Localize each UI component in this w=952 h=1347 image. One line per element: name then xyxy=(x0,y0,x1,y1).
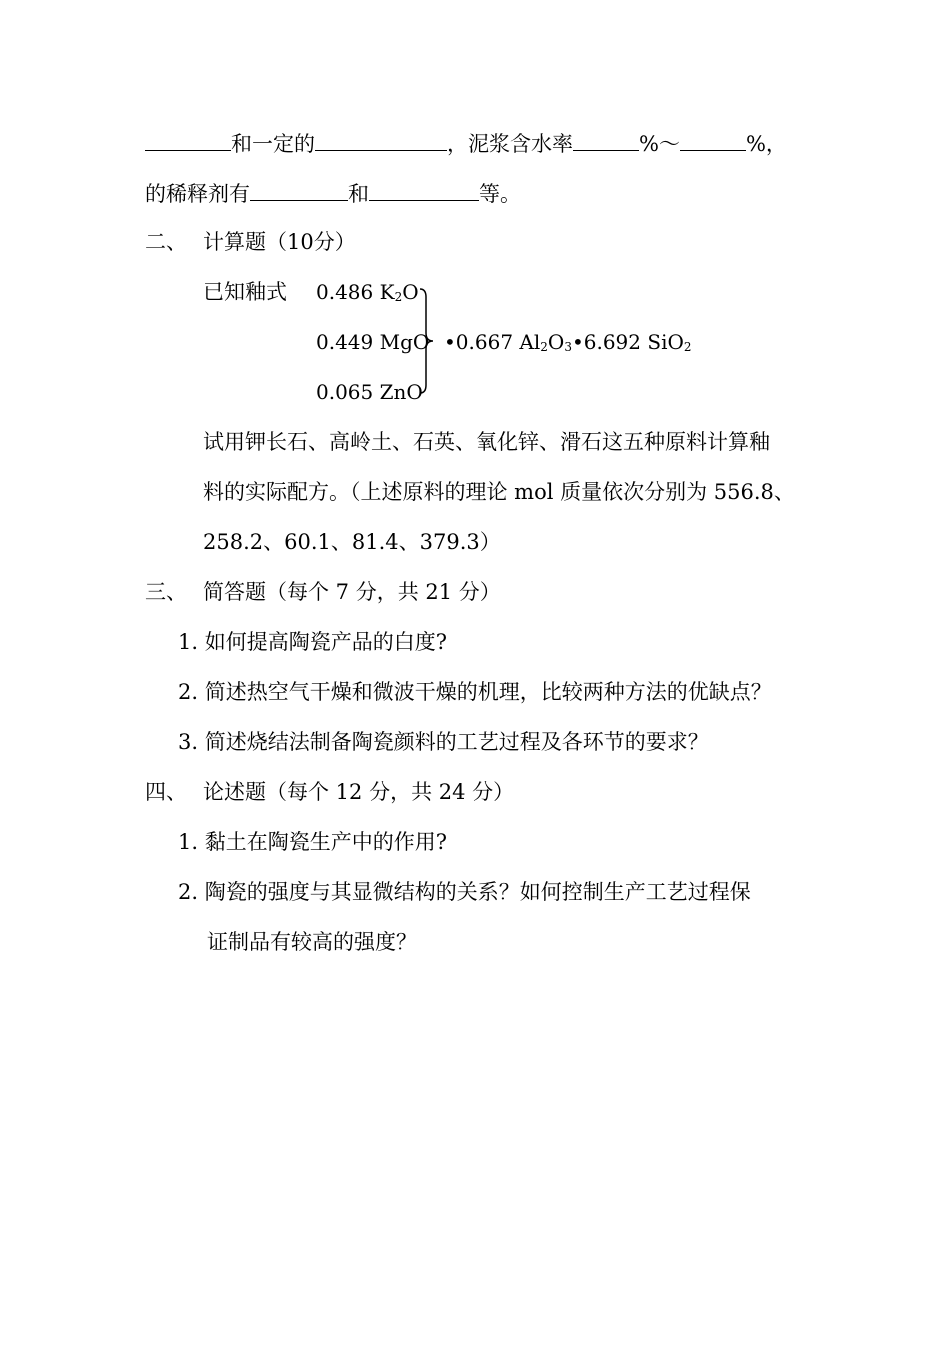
list-item: 1. 黏土在陶瓷生产中的作用? xyxy=(178,830,447,854)
section-heading-short-answer xyxy=(145,578,501,606)
subscript: 2 xyxy=(540,340,548,354)
blank-field xyxy=(315,128,447,151)
list-item: 2. 陶瓷的强度与其显微结构的关系？如何控制生产工艺过程保 xyxy=(178,880,751,904)
fill-in-line-1 xyxy=(145,128,787,158)
right-brace-icon xyxy=(418,285,438,397)
subscript: 3 xyxy=(564,340,572,354)
text-segment: 的稀释剂有 xyxy=(145,182,250,206)
blank-field xyxy=(250,178,348,201)
section-number: 四、 xyxy=(145,780,187,804)
blank-field xyxy=(680,128,746,151)
oxide-element: ZnO xyxy=(379,380,423,404)
element: Al xyxy=(519,330,541,354)
coefficient: 6.692 xyxy=(583,330,642,354)
section-title: 简答题（每个 7 分，共 21 分） xyxy=(203,580,501,604)
oxide-line xyxy=(316,378,423,406)
section-heading-calculation xyxy=(145,228,356,256)
subscript: 2 xyxy=(683,340,692,354)
list-item: 1. 如何提高陶瓷产品的白度? xyxy=(178,630,447,654)
subscript: 2 xyxy=(394,290,403,304)
text-segment: 等。 xyxy=(479,182,521,206)
section-number: 三、 xyxy=(145,580,187,604)
section-title: 论述题（每个 12 分，共 24 分） xyxy=(203,780,515,804)
section-heading-essay xyxy=(145,778,514,806)
blank-field xyxy=(145,128,231,151)
oxide-coefficient: 0.449 xyxy=(316,330,374,354)
blank-field xyxy=(573,128,639,151)
formula-rhs xyxy=(444,328,692,356)
text-segment: 和 xyxy=(348,182,369,206)
element: O xyxy=(547,330,565,354)
dot-separator: • xyxy=(444,330,456,354)
oxide-element: K xyxy=(379,280,395,304)
oxide-coefficient: 0.486 xyxy=(316,280,374,304)
text-segment: %， xyxy=(745,132,787,156)
element: SiO xyxy=(647,330,684,354)
oxide-line xyxy=(316,328,429,356)
section-title: 计算题（10分） xyxy=(203,230,356,254)
coefficient: 0.667 xyxy=(455,330,514,354)
question-text: 试用钾长石、高岭土、石英、氧化锌、滑石这五种原料计算釉 xyxy=(203,430,770,454)
dot-separator: • xyxy=(571,330,584,354)
oxide-element: MgO xyxy=(379,330,430,354)
fill-in-line-2 xyxy=(145,178,521,208)
list-item: 3. 简述烧结法制备陶瓷颜料的工艺过程及各环节的要求？ xyxy=(178,730,709,754)
list-item-continuation: 证制品有较高的强度？ xyxy=(207,930,417,954)
oxide-coefficient: 0.065 xyxy=(316,380,374,404)
oxide-line xyxy=(316,278,419,306)
blank-field xyxy=(369,178,479,201)
text-segment: %～ xyxy=(639,132,680,156)
oxide-element-rest: O xyxy=(402,280,419,304)
question-text: 258.2、60.1、81.4、379.3） xyxy=(203,530,501,554)
text-segment: ，泥浆含水率 xyxy=(447,132,573,156)
section-number: 二、 xyxy=(145,230,187,254)
text-segment: 和一定的 xyxy=(231,132,315,156)
formula-intro: 已知釉式 xyxy=(203,280,287,304)
list-item: 2. 简述热空气干燥和微波干燥的机理，比较两种方法的优缺点？ xyxy=(178,680,772,704)
question-text: 料的实际配方。（上述原料的理论 mol 质量依次分别为 556.8、 xyxy=(203,480,795,504)
